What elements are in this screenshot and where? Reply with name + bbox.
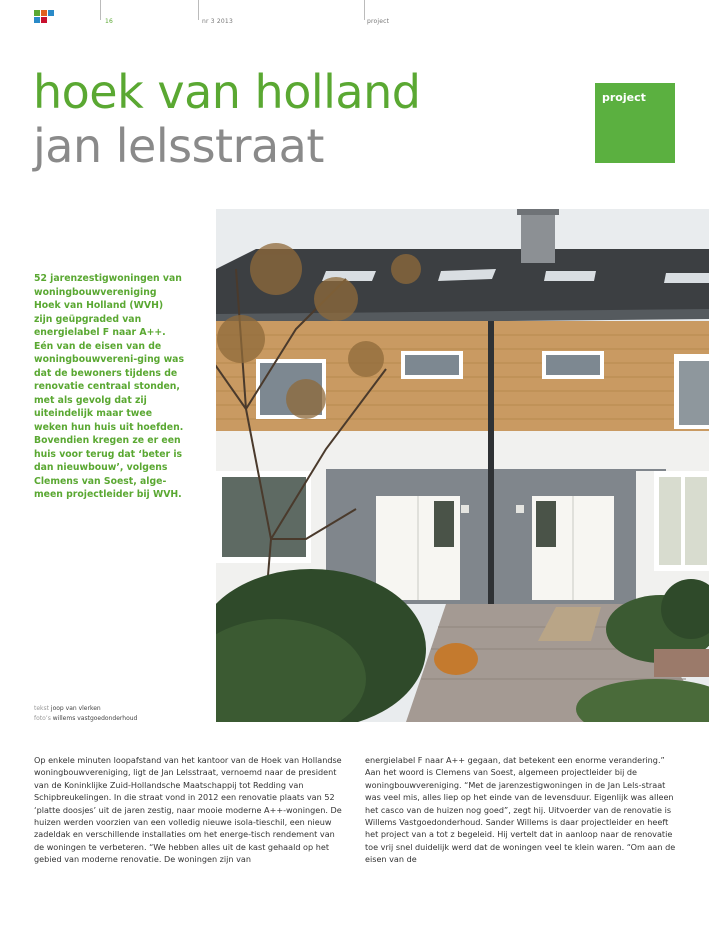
credit-text-value: joop van vlerken bbox=[50, 705, 101, 712]
house-photo bbox=[216, 209, 709, 722]
body-column-1: Op enkele minuten loopafstand van het kantoor van de Hoek van Hollandse woningbouwvereniging, ligt de Jan Lelsstraat, vernoemd naar de president van de Koninklijke Zuid-Hollandsche Maatschappij tot Redding van Schipbreukelingen. In die straat vond in 2012 een renovatie plaats van 52 ‘platte doosjes’ uit de jaren zestig, naar mooie moderne A++-woningen. De huizen werden voorzien van een volledig nieuwe isola-tieschil, een nieuw zadeldak en verschillende installaties om het energe-tisch rendement van de woningen te verbeteren. “We hebben alles uit de kast gehaald op het gebied van moderne renovatie. De woningen zijn van bbox=[34, 755, 342, 865]
header-divider bbox=[198, 0, 199, 20]
header-divider bbox=[364, 0, 365, 20]
header-divider bbox=[100, 0, 101, 20]
credit-text bbox=[34, 705, 101, 712]
section-label: project bbox=[367, 18, 390, 25]
section-tag bbox=[595, 83, 675, 163]
credit-photo bbox=[34, 715, 137, 722]
publication-logo bbox=[34, 10, 54, 24]
credit-photo-value: willems vastgoedonderhoud bbox=[52, 715, 138, 722]
page-title: hoek van holland bbox=[33, 65, 421, 119]
intro-paragraph: 52 jarenzestigwoningen van woningbouwvereniging Hoek van Holland (WVH) zijn geüpgraded van energielabel F naar A++. Eén van de eisen van de woningbouwvereni-ging was dat de bewoners tijdens de renovatie centraal stonden, met als gevolg dat zij uiteindelijk maar twee weken hun huis uit hoefden. Bovendien kregen ze er een huis voor terug dat ‘beter is dan nieuwbouw’, volgens Clemens van Soest, alge-meen projectleider bij WVH. bbox=[34, 273, 184, 500]
body-column-2: energielabel F naar A++ gegaan, dat betekent een enorme verandering.” Aan het woord is Clemens van Soest, algemeen projectleider bij de woningbouwvereniging. “Met de jarenzestigwoningen in de Jan Lels-straat was veel mis, alles liep op het einde van de levensduur. Eigenlijk was alleen het casco van de huizen nog goed”, zegt hij. Uitvoerder van de renovatie is Willems Vastgoedonderhoud. Sander Willems is daar projectleider en heeft het project van a tot z begeleid. Hij vertelt dat in aanloop naar de renovatie toe vrij snel duidelijk werd dat de woningen veel te klein waren. “Om aan de eisen van de bbox=[365, 755, 676, 865]
page-number: 16 bbox=[105, 18, 114, 25]
page-subtitle: jan lelsstraat bbox=[33, 119, 324, 173]
credit-photo-label: foto’s bbox=[34, 715, 51, 722]
credit-text-label: tekst bbox=[34, 705, 49, 712]
issue-label: nr 3 2013 bbox=[202, 18, 233, 25]
section-tag-label: project bbox=[602, 91, 646, 104]
